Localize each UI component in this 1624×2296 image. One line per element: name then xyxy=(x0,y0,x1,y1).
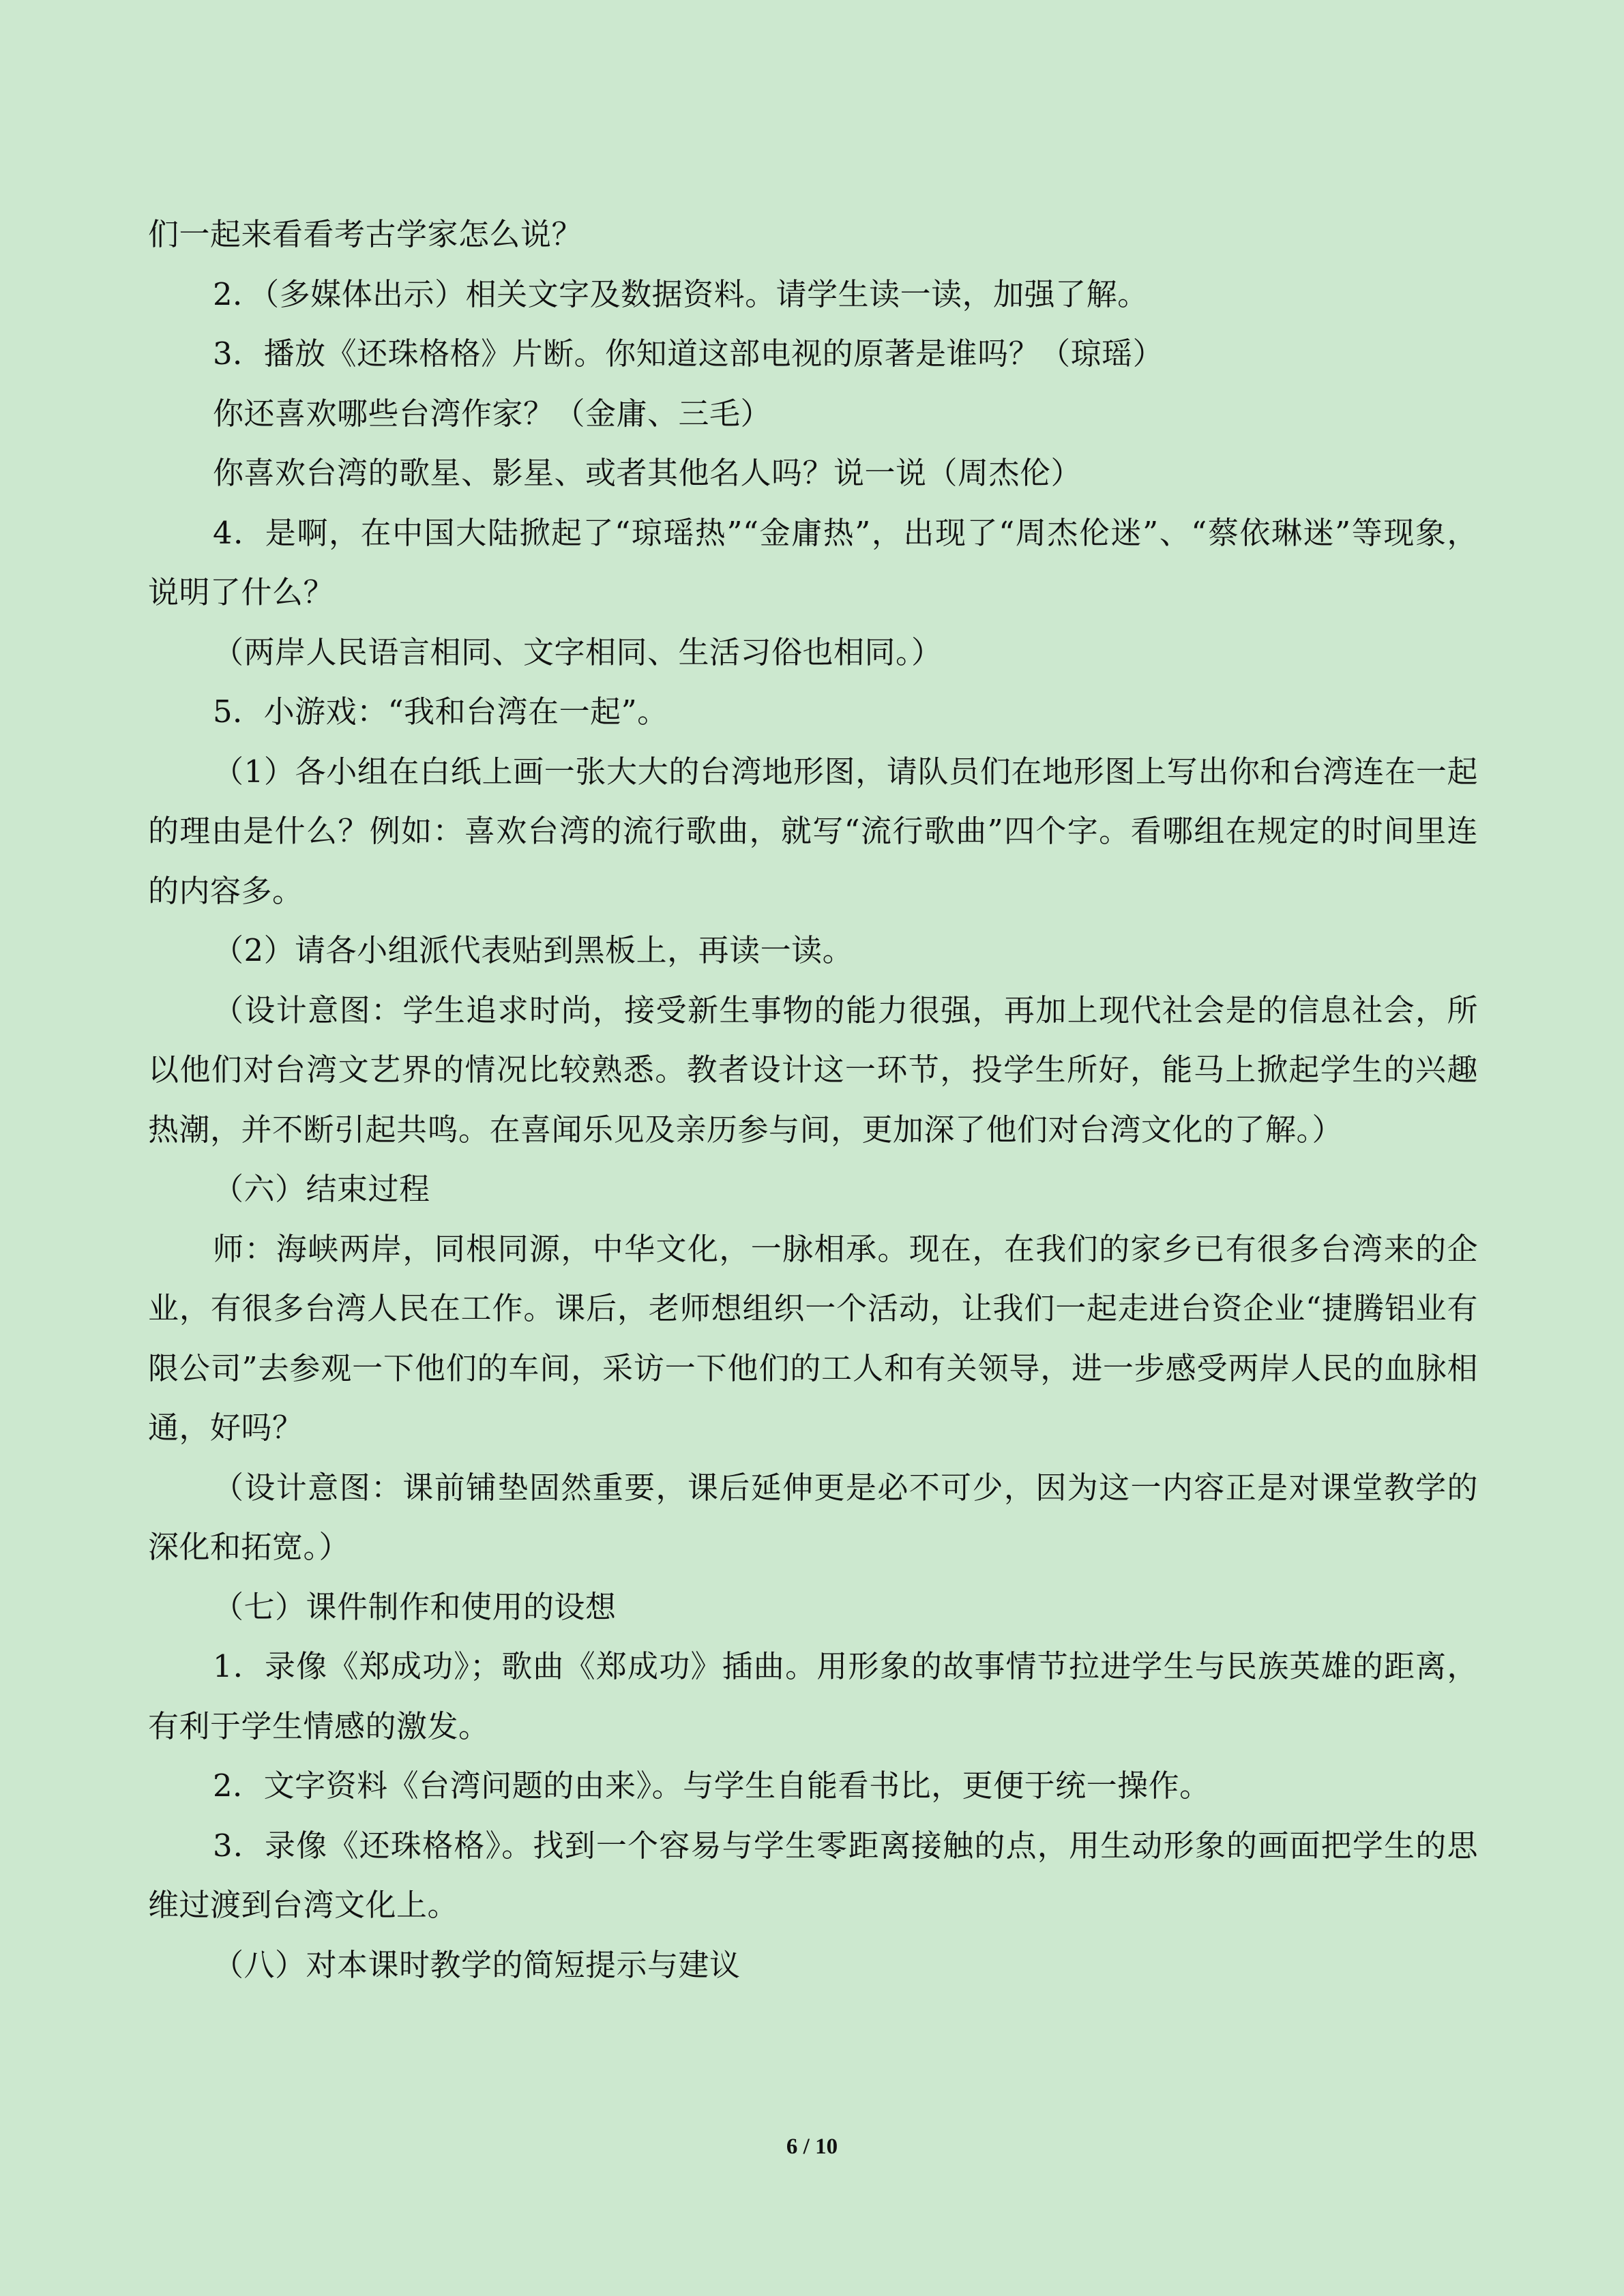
paragraph: 1．录像《郑成功》；歌曲《郑成功》插曲。用形象的故事情节拉进学生与民族英雄的距离，有利于学生情感的激发。 xyxy=(148,1648,1478,1744)
paragraph: （两岸人民语言相同、文字相同、生活习俗也相同。） xyxy=(213,633,943,670)
paragraph: 2．文字资料《台湾问题的由来》。与学生自能看书比，更便于统一操作。 xyxy=(213,1768,1211,1804)
paragraph: 2．（多媒体出示）相关文字及数据资料。请学生读一读，加强了解。 xyxy=(213,275,1149,312)
paragraph: 师：海峡两岸，同根同源，中华文化，一脉相承。现在，在我们的家乡已有很多台湾来的企业，有很多台湾人民在工作。课后，老师想组织一个活动，让我们一起走进台资企业“捷腾铝业有限公司”去参观一下他们的车间，采访一下他们的工人和有关领导，进一步感受两岸人民的血脉相通，好吗？ xyxy=(148,1230,1478,1446)
paragraph: 5．小游戏：“我和台湾在一起”。 xyxy=(213,694,668,730)
section-heading: （七）课件制作和使用的设想 xyxy=(213,1588,617,1625)
design-intent-note: （设计意图：课前铺垫固然重要，课后延伸更是必不可少，因为这一内容正是对课堂教学的深化和拓宽。） xyxy=(148,1469,1478,1565)
design-intent-note: （设计意图：学生追求时尚，接受新生事物的能力很强，再加上现代社会是的信息社会，所以他们对台湾文艺界的情况比较熟悉。教者设计这一环节，投学生所好，能马上掀起学生的兴趣热潮，并不断引起共鸣。在喜闻乐见及亲历参与间，更加深了他们对台湾文化的了解。） xyxy=(148,992,1478,1148)
paragraph: 3．播放《还珠格格》片断。你知道这部电视的原著是谁吗？（琼瑶） xyxy=(213,336,1164,372)
page-number: 6 / 10 xyxy=(786,2134,838,2159)
paragraph: （1）各小组在白纸上画一张大大的台湾地形图，请队员们在地形图上写出你和台湾连在一起的理由是什么？例如：喜欢台湾的流行歌曲，就写“流行歌曲”四个字。看哪组在规定的时间里连的内容多。 xyxy=(148,753,1478,909)
section-heading: （八）对本课时教学的简短提示与建议 xyxy=(213,1946,741,1983)
document-body xyxy=(148,205,1478,1995)
paragraph: 你还喜欢哪些台湾作家？（金庸、三毛） xyxy=(213,395,772,432)
section-heading: （六）结束过程 xyxy=(213,1171,430,1207)
paragraph: 你喜欢台湾的歌星、影星、或者其他名人吗？说一说（周杰伦） xyxy=(213,455,1082,491)
paragraph: 4．是啊，在中国大陆掀起了“琼瑶热”“金庸热”，出现了“周杰伦迷”、“蔡依琳迷”等现象，说明了什么？ xyxy=(148,514,1478,610)
paragraph: 3．录像《还珠格格》。找到一个容易与学生零距离接触的点，用生动形象的画面把学生的思维过渡到台湾文化上。 xyxy=(148,1827,1478,1923)
paragraph: （2）请各小组派代表贴到黑板上，再读一读。 xyxy=(213,932,854,968)
paragraph: 们一起来看看考古学家怎么说？ xyxy=(148,216,583,252)
